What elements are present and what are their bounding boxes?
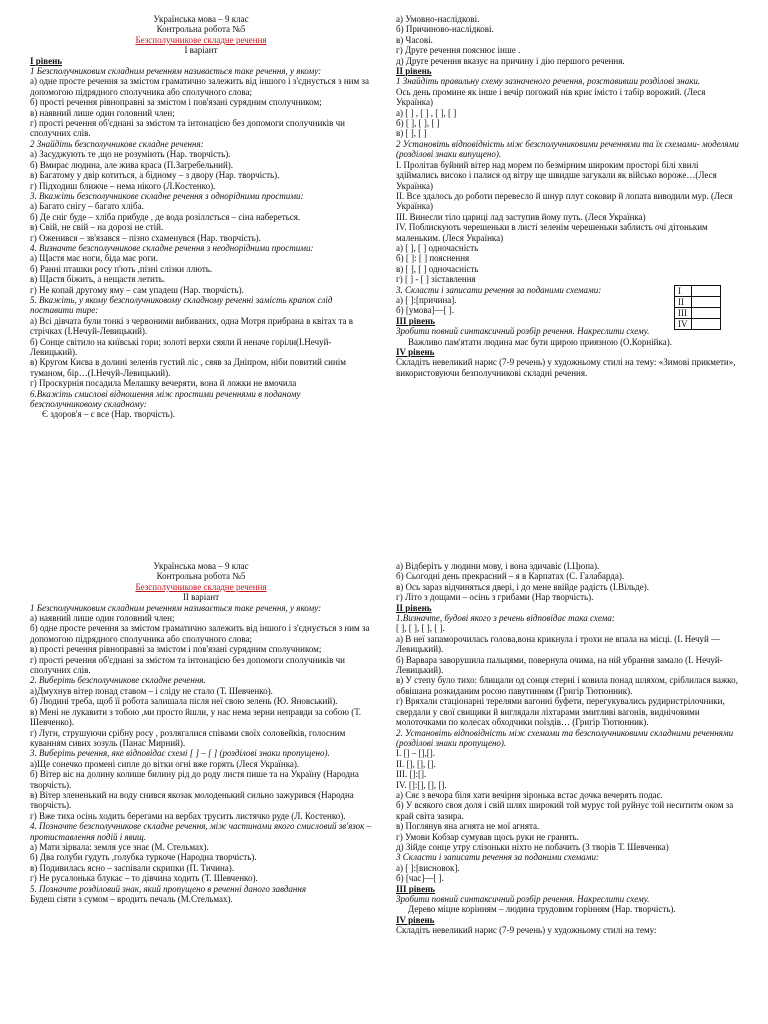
text-line: 4. Визначте безсполучникове складне речення з неоднорідними простими: — [30, 242, 314, 253]
text-line: в) Щастя біжить, а нещастя летить. — [30, 274, 166, 285]
text-line: а) [ ], [ ] одночасність — [396, 242, 479, 253]
text-line: б) [ ], [ ], [ ] — [396, 118, 440, 129]
topic-title: Безсполучникове складне речення — [135, 34, 267, 45]
text-line: а) [ ] , [ ] , [ ], [ ] — [396, 107, 457, 118]
text-line: 1.Визначте, будові якого з речень відповідає така схема: — [396, 613, 615, 624]
text-line: 3. Скласти і записати речення за поданими схемами: — [396, 284, 602, 295]
text-line: д) Друге речення вказує на причину і дію першого речення. — [396, 55, 625, 66]
text-line: І. [] – [],[]. — [396, 748, 435, 759]
variant-1-column-2 — [396, 14, 740, 474]
test-number: Контрольна робота №5 — [156, 24, 246, 35]
text-line: а) Засуджують те ,що не розуміють (Нар. творчість). — [30, 149, 231, 160]
text-line: в) прості речення рівноправні за змістом і пов'язані сурядним сполучником; — [30, 644, 322, 655]
answer-grid-label: ІІІ — [675, 308, 692, 319]
variant-2-body — [30, 603, 372, 905]
text-line: IV. Поблискують черешеньки в листі зеленім черешеньки заблисть очі дітоньким маленьким. (Леся Українка) — [396, 222, 708, 243]
text-line: 3 Скласти і записати речення за поданими схемами: — [396, 852, 600, 863]
text-line: Важливо пам'ятати людина має бути щирою приязною (О.Корнійка). — [408, 336, 672, 347]
variant-label: I варіант — [184, 45, 218, 56]
answer-grid-label: ІІ — [675, 297, 692, 308]
text-line: б) Ранні пташки росу п'ють ,пізні слізки ллють. — [30, 263, 213, 274]
text-line: б) Причиново-наслідкові. — [396, 24, 494, 35]
text-line: в) Ось зараз відчиняться двері, і до мене ввійде радість (І.Вільде). — [396, 581, 650, 592]
text-line: ІІІ. []:[]. — [396, 769, 427, 780]
level-heading: IV рівень — [396, 347, 435, 357]
text-line: а) Мати зірвала: земля усе знає (М. Стельмах). — [30, 841, 209, 852]
text-line: а) одне просте речення за змістом граматично залежить від іншого і з'єднується з ним за допомогою підрядного сполучника або сполучного слова; — [30, 76, 369, 97]
subject-line: Українська мова – 9 клас — [153, 561, 249, 571]
text-line: г) Оженився – зв'язався – пізно схаменувся (Нар. творчість). — [30, 232, 261, 243]
variant-1-body — [30, 56, 372, 420]
text-line: Будеш сіяти з сумом – вродить печаль (М.Стельмах). — [30, 894, 233, 904]
text-line: в) [ ], [ ] — [396, 128, 427, 139]
text-line: г) Умови Кобзар сумував щось руки не гранять. — [396, 831, 579, 842]
text-line: а) Багато снігу – багато хліба. — [30, 201, 144, 212]
text-line: б) У всякого своя доля і свій шлях широкий той мурує той руйнує той несититм оком за край світа зазира. — [396, 800, 734, 821]
answer-grid-label: IV — [675, 319, 692, 330]
text-line: в) Поглянув яна агнята не мої агнята. — [396, 821, 540, 832]
text-line: 1 Безсполучниковим складним реченням називається таке речення, у якому: — [30, 602, 322, 613]
text-line: а) Умовно-наслідкові. — [396, 14, 480, 24]
text-line: а)Ще сонечко промені сипле до вітки огні вже горять (Леся Українка). — [30, 758, 300, 769]
text-line: 1 Знайдіть правильну схему зазначеного речення, розставивши розділові знаки. — [396, 76, 701, 87]
text-line: б) [час]—[ ]. — [396, 873, 444, 884]
text-line: Складіть невеликий нарис (7-9 речень) у художньому стилі на тему: «Зимові прикмети», використовуючи безполучникові складні речення. — [396, 357, 736, 378]
text-line: ІІ. Все здалось до роботи перевесло й шнур плут соковир й лопата виводили мур. (Леся Українка) — [396, 190, 733, 212]
level-heading: I рівень — [30, 55, 63, 66]
text-line: 5. Вкажіть, у якому безсполучниковому складному реченні замість крапок слід поставити тире: — [30, 294, 333, 316]
test-number: Контрольна робота №5 — [156, 571, 246, 582]
text-line: 4. Позначте безсполучникове складне речення, між частинами якого смисловий зв'язок – протиставлення подій і явищ. — [30, 821, 372, 842]
level-heading: III рівень — [396, 883, 436, 894]
text-line: в) наявний лише один головний член; — [30, 107, 175, 118]
text-line: а) Сяє з вечора біля хати вечірня зіронька встає дочка вечерять подає. — [396, 789, 663, 800]
answer-grid-cell[interactable] — [691, 297, 720, 308]
variant-label: II варіант — [182, 592, 220, 603]
text-line: Зробити повний синтаксичний розбір речення. Накреслити схему. — [396, 326, 650, 337]
text-line: в) [ ], [ ] одночасність — [396, 263, 479, 274]
text-line: г) Проскурнія посадила Мелашку вечеряти, вона й ложки не вмочила — [30, 378, 297, 389]
text-line: Зробити повний синтаксичний розбір речення. Накреслити схему. — [396, 894, 650, 904]
text-line: ІІІ. Винесли тіло цариці лад заступив йому путь. (Леся Українка) — [396, 211, 646, 222]
text-line: в) Вітер злененький на воду снився якозак молоденький сильно зажурився (Народна творчість). — [30, 789, 354, 811]
text-line: IV. []:[], [], []. — [396, 779, 447, 790]
text-line: г) Вже тиха осінь ходить берегами на вербах трусить листячко руде (Л. Костенко). — [30, 810, 346, 821]
text-line: 3. Вкажіть безсполучникове складне речення з однорідними простими: — [30, 190, 304, 201]
text-line: г) Лугн, струшуючи срібну росу , розлягалися співами своїх соловейків, голосним куванням сивих зозуль (Панас Мирний). — [30, 727, 346, 748]
level-heading: II рівень — [396, 602, 432, 613]
text-line: б) Вмирає людина, але жива краса (П.Загребельний). — [30, 159, 234, 170]
text-line: г) Друге речення пояснює інше . — [396, 45, 521, 56]
text-line: г) Не русалонька блукає – то дівчина ходить (Т. Шевченко). — [30, 873, 258, 884]
variant-2-column-2 — [396, 561, 740, 1024]
text-line: Є здоров'я – є все (Нар. творчість). — [42, 409, 176, 420]
text-line: б) [умова]—[ ]. — [396, 305, 455, 316]
text-line: г) прості речення об'єднані за змістом та інтонацією без допомоги сполучників чи сполучних слів. — [30, 654, 345, 676]
level-heading: II рівень — [396, 66, 432, 77]
text-line: в) Кругом Києва в долині зеленів густий ліс , сяяв за Дніпром, ніби повитий синім туманом, бір…(І.Нечуй-Левицький). — [30, 357, 346, 378]
level-heading: III рівень — [396, 315, 436, 326]
text-line: а) В неї запаморочилась голова,вона крикнула і трохи не впала на місці. (І. Нечуй — Левицький). — [396, 633, 721, 655]
answer-grid-cell[interactable] — [691, 308, 720, 319]
text-line: Ось день промине як інше і вечір погожий нів криє імісто і табір ворожий. (Леся Українка) — [396, 86, 706, 108]
text-line: 2 Знайдіть безсполучникове складне речення: — [30, 138, 204, 149]
text-line: г) Літо з дощами – осінь з грибами (Нар творчість). — [396, 592, 594, 603]
answer-grid-cell[interactable] — [691, 286, 720, 297]
text-line: б) Де сніг буде – хліба прибуде , де вода розіллється – сіна набереться. — [30, 211, 301, 222]
text-line: г) Не копай другому яму – сам упадеш (Нар. творчість). — [30, 284, 244, 295]
text-line: в) Мені не лукавити з тобою ,ми просто йшли, у нас нема зерни неправди за собою (Т. Шевченко). — [30, 706, 362, 728]
answer-grid-cell[interactable] — [691, 319, 720, 330]
variant-1-column-1 — [30, 14, 372, 534]
subject-line: Українська мова – 9 клас — [153, 14, 249, 24]
text-line: б) [ ]: [ ] пояснення — [396, 253, 470, 264]
text-line: а)Дмухнув вітер понад ставом – і сліду не стало (Т. Шевченко). — [30, 685, 273, 696]
text-line: г) [ ] - [ ] зіставлення — [396, 274, 476, 285]
text-line: 3. Виберіть речення, яке відповідає схемі [ ] – [ ] (розділові знаки пропущено). — [30, 748, 330, 759]
text-line: б) Сьогодні день прекрасний – я в Карпатах (С. Галабарда). — [396, 571, 625, 582]
text-line: б) Людині треба, щоб її робота залишала після неї свою зелень (Ю. Яновський). — [30, 696, 338, 707]
text-line: а) Всі дівчата були тонкі з червоними вибиваних, одна Мотря прибрана в квітах та в стрічках (І.Нечуй-Левицький). — [30, 315, 354, 337]
text-line: а) Щастя має ноги, біда має роги. — [30, 253, 158, 264]
text-line: в) Багатому у двір котиться, а бідному – з двору (Нар. творчість). — [30, 170, 280, 181]
variant-2-body-continued — [396, 561, 740, 936]
text-line: а) [ ]:[висновок]. — [396, 862, 460, 873]
text-line: [ ], [ ], [ ], [ ]. — [396, 623, 445, 634]
text-line: а) Відберіть у людини мову, і вона здичавіє (І.Цюпа). — [396, 561, 600, 571]
text-line: 5. Позначте розділовий знак, який пропущено в реченні даного завдання — [30, 883, 307, 894]
variant-2-header — [30, 561, 372, 603]
answer-grid-label: І — [675, 286, 692, 297]
text-line: 2 Установіть відповідність між безсполучниковими реченнями та їх схемами- моделями (розділові знаки випущено). — [396, 138, 739, 160]
variant-1-header — [30, 14, 372, 56]
text-line: І. Пролітав буйний вітер над морем по безмірним широким просторі білі хвилі здіймались високо і палися од вітру ще швидше загукали як військо вороже…(Леся Українка) — [396, 159, 717, 191]
text-line: б) Два голуби гудуть ,голубка туркоче (Народна творчість). — [30, 852, 257, 863]
text-line: б) Вітер віє на долину колише билину рід до роду листя пише та на Україну (Народна творчість). — [30, 769, 359, 790]
text-line: 6.Вкажіть смислові відношення між простими реченнями в поданому безсполучниковому складному: — [30, 388, 301, 410]
text-line: в) Часові. — [396, 34, 433, 45]
text-line: г) Підходиш ближче – нема нікого (Л.Костенко). — [30, 180, 216, 191]
text-line: б) Варвара заворушила пальцями, повернула очима, на ній убрання замало (І. Нечуй-Левицький). — [396, 654, 723, 676]
text-line: 2. Виберіть безсполучникове складне речення. — [30, 675, 206, 686]
text-line: ІІ. [], [], []. — [396, 758, 436, 769]
text-line: б) одне просте речення за змістом граматично залежить від іншого і з'єднується з ним за допомогою підрядного сполучника або сполучного слова; — [30, 623, 370, 644]
text-line: в) У степу було тихо: блищали од сонця стерні і ковила понад шляхом, сріблилася важко, обвішана розкиданим росою павутинням (Григір Тютюнник). — [396, 675, 738, 696]
text-line: Дерево міцне корінням – людина трудовим горінням (Нар. творчість). — [408, 904, 676, 915]
text-line: б) Сонце світило на київські гори; золоті верхи сяяли й неначе горіли(І.Нечуй-Левицький). — [30, 336, 332, 357]
text-line: в) Подивилась ясно – заспівали скрипки (П. Тичина). — [30, 862, 235, 873]
level-heading: IV рівень — [396, 914, 435, 925]
text-line: д) Зійде сонце утру слізоньки ніхто не побачить (З творів Т. Шевченка) — [396, 841, 669, 852]
text-line: г) Вряхали стаціонарні терелями вагонні буфети, перегукувались рудиристрілочники, свердали у свої свищики й виглядали ліхтарами змитливі вагонів, виднічовими молоточками по колесах обходчики поїздів… (Григір Тютюнник). — [396, 696, 725, 728]
answer-grid — [674, 285, 721, 330]
text-line: Складіть невеликий нарис (7-9 речень) у художньому стилі на тему: — [396, 925, 657, 936]
text-line: а) [ ]:[причина]. — [396, 294, 457, 305]
variant-2-column-1 — [30, 561, 372, 1024]
text-line: б) прості речення рівноправні за змістом і пов'язані сурядним сполучником; — [30, 97, 322, 108]
text-line: в) Свій, не свій – на дорозі не стій. — [30, 222, 164, 233]
topic-title: Безсполучникове складне речення — [135, 581, 267, 592]
text-line: а) наявний лише один головний член; — [30, 613, 175, 624]
text-line: 1 Безсполучниковим складним реченням називається таке речення, у якому: — [30, 66, 322, 77]
text-line: г) прості речення об'єднані за змістом та інтонацією без допомоги сполучників чи сполучних слів. — [30, 118, 345, 139]
text-line: 2. Установіть відповідність між схемами та безсполучниковими складними реченнями (розділові знаки пропущено). — [396, 727, 734, 748]
